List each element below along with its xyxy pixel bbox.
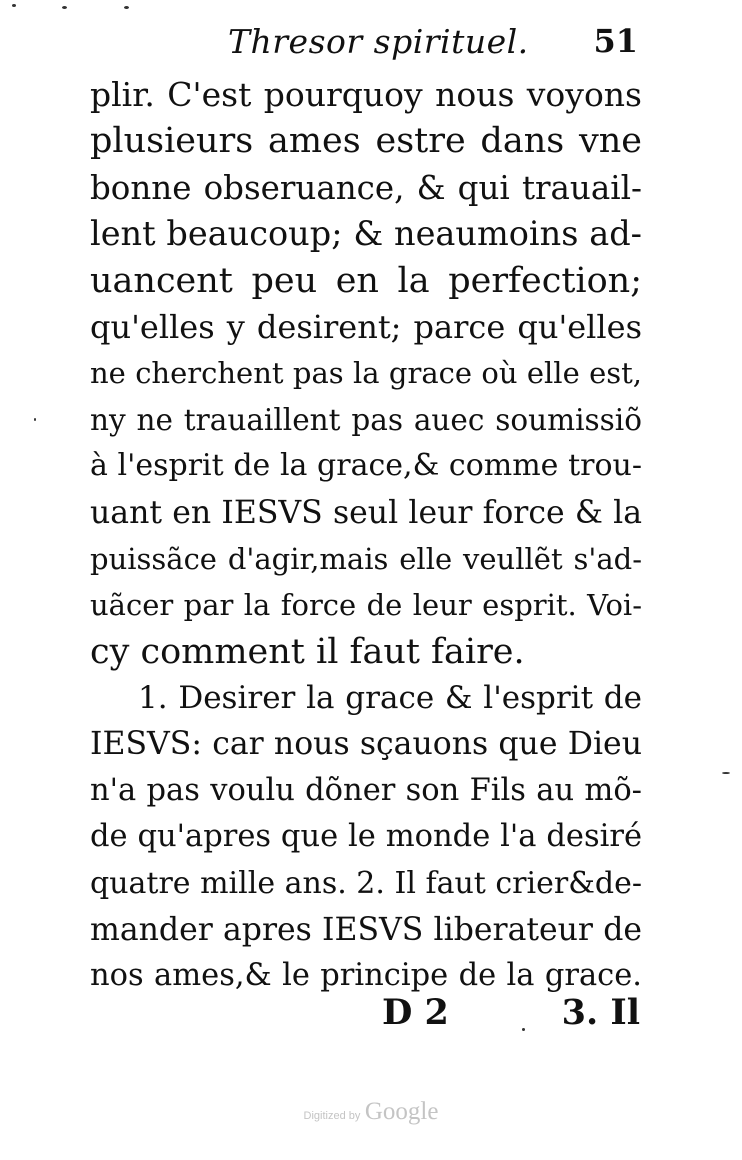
text-line: plusieurs ames estre dans vne bbox=[90, 121, 642, 162]
scan-speck bbox=[124, 6, 129, 9]
catchword: 3. Il bbox=[561, 992, 640, 1033]
body-text bbox=[90, 72, 642, 1000]
text-line: plir. C'est pourquoy nous voyons bbox=[90, 75, 642, 114]
running-title: Thresor spirituel. bbox=[228, 22, 529, 61]
text-line: ny ne trauaillent pas auec soumissiõ bbox=[90, 402, 642, 437]
text-line: qu'elles y desirent; parce qu'elles bbox=[90, 307, 642, 346]
signature-mark: D 2 bbox=[382, 992, 449, 1033]
scan-speck bbox=[522, 1028, 525, 1031]
text-line: quatre mille ans. 2. Il faut crier&de- bbox=[90, 865, 642, 901]
text-line: de qu'apres que le monde l'a desiré bbox=[90, 819, 642, 855]
text-line: cy comment il faut faire. bbox=[90, 631, 525, 672]
scan-speck bbox=[62, 6, 67, 9]
digitized-watermark bbox=[0, 1098, 742, 1126]
text-line: lent beaucoup; & neaumoins ad- bbox=[90, 214, 642, 254]
text-line: n'a pas voulu dõner son Fils au mõ- bbox=[90, 772, 642, 808]
running-header bbox=[90, 22, 642, 70]
text-line: uancent peu en la perfection; bbox=[90, 260, 642, 301]
text-line: puissãce d'agir,mais elle veullẽt s'ad- bbox=[90, 541, 642, 576]
text-line: nos ames,& le principe de la grace. bbox=[90, 958, 642, 994]
text-line: mander apres IESVS liberateur de bbox=[90, 912, 642, 949]
text-line: IESVS: car nous sçauons que Dieu bbox=[90, 726, 642, 763]
text-line: uant en IESVS seul leur force & la bbox=[90, 494, 642, 531]
text-line: uãcer par la force de leur esprit. Voi- bbox=[90, 588, 642, 623]
text-line: 1. Desirer la grace & l'esprit de bbox=[138, 680, 642, 717]
page-number: 51 bbox=[593, 22, 638, 60]
text-line: à l'esprit de la grace,& comme trou- bbox=[90, 448, 642, 484]
scan-speck bbox=[12, 4, 16, 7]
scan-speck bbox=[34, 418, 36, 421]
text-line: ne cherchent pas la grace où elle est, bbox=[90, 356, 642, 391]
digitized-brand: Google bbox=[364, 1098, 439, 1125]
scan-speck bbox=[722, 772, 730, 774]
text-line: bonne obseruance, & qui trauail- bbox=[90, 168, 642, 207]
digitized-prefix: Digitized by bbox=[303, 1110, 361, 1122]
